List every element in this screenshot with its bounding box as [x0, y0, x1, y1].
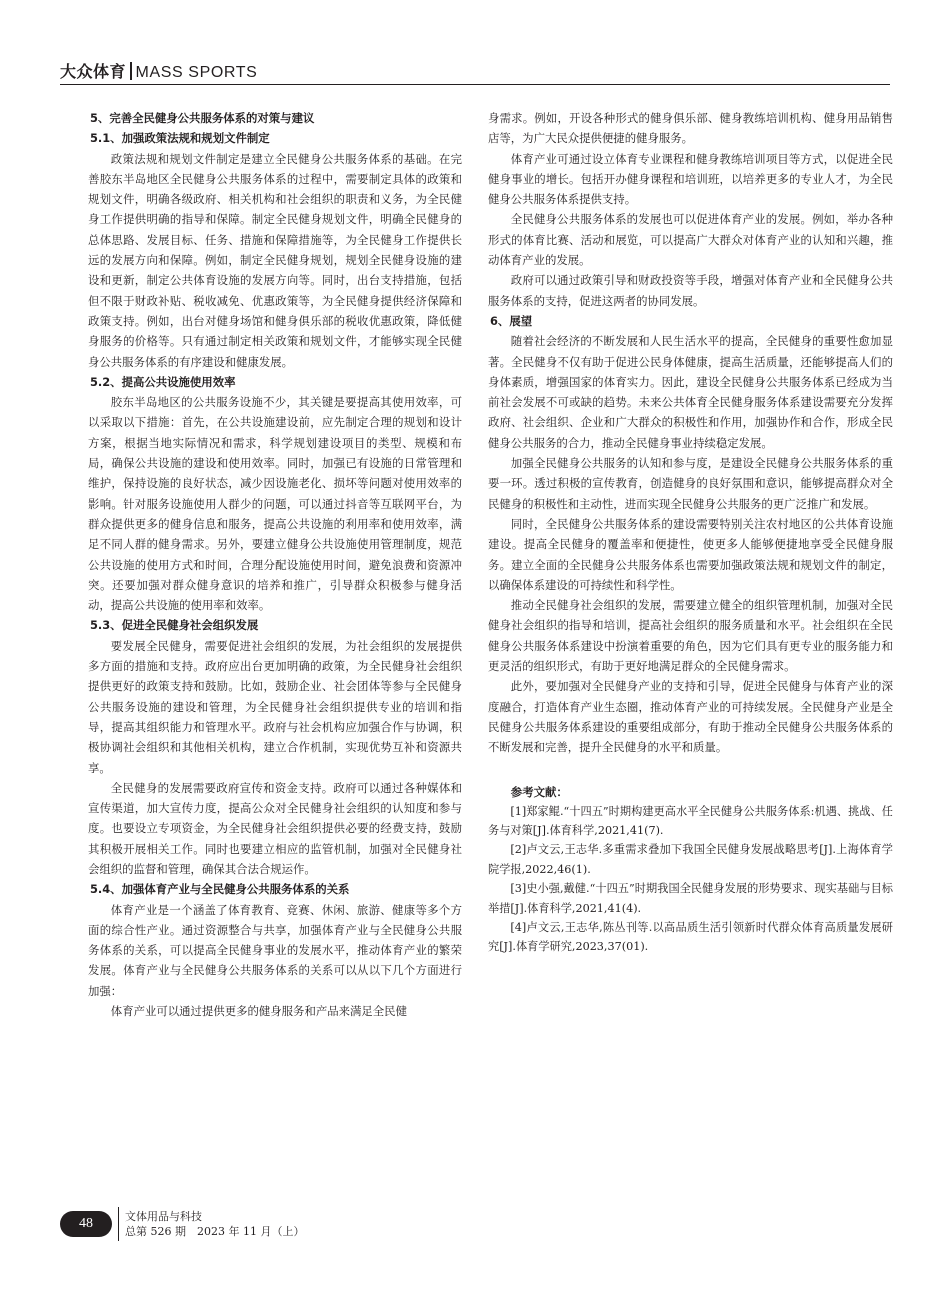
right-column-body: [488, 108, 893, 758]
header-rule: [60, 84, 890, 85]
section-heading: 5.1、加强政策法规和规划文件制定: [90, 131, 270, 146]
footer-info: [125, 1209, 304, 1239]
paragraph: 胶东半岛地区的公共服务设施不少，其关键是要提高其使用效率，可以采取以下措施：首先，在公共设施建设前，应先制定合理的规划和设计方案，根据当地实际情况和需求，科学规划建设项目的类型、规模和布局，确保公共设施的建设和使用效率。同时，加强已有设施的日常管理和维护，保持设施的良好状态，减少因设施老化、损坏等问题对使用效率的影响。针对服务设施使用人群少的问题，可以通过抖音等互联网平台，为群众提供更多的健身信息和服务，提高公共设施的利用率和使用效率，满足不同人群的健身需求。另外，要建立健身公共设施使用管理制度，规范公共设施的使用方式和时间，合理分配设施使用时间，避免浪费和资源冲突。还要加强对群众健身意识的培养和推广，引导群众积极参与健身活动，提高公共设施的使用率和效率。: [88, 395, 462, 613]
reference-item: [3]史小强,戴健.“十四五”时期我国全民健身发展的形势要求、现实基础与目标举措[J].体育科学,2021,41(4).: [488, 882, 893, 915]
paragraph: 随着社会经济的不断发展和人民生活水平的提高，全民健身的重要性愈加显著。全民健身不仅有助于促进公民身体健康，提高生活质量，还能够提高人们的身体素质，增强国家的体育实力。因此，建设全民健身公共服务体系已经成为当前社会发展不可或缺的趋势。未来公共体育全民健身服务体系建设需要充分发挥政府、社会组织、企业和广大群众的积极性和作用，加强协作和合作，形成全民健身公共服务的合力，推动全民健身事业持续稳定发展。: [488, 334, 893, 450]
references-title: 参考文献：: [510, 784, 568, 799]
footer-separator: [118, 1207, 119, 1241]
header-title-cn: 大众体育: [60, 62, 127, 81]
references-list: [488, 802, 893, 957]
paragraph: 此外，要加强对全民健身产业的支持和引导，促进全民健身与体育产业的深度融合，打造体育产业生态圈，推动体育产业的可持续发展。全民健身产业是全民健身公共服务体系建设的重要组成部分，有助于推动全民健身公共服务体系的不断发展和完善，提升全民健身的水平和质量。: [488, 679, 893, 755]
header-title-en: MASS SPORTS: [135, 64, 258, 81]
paragraph: 全民健身公共服务体系的发展也可以促进体育产业的发展。例如，举办各种形式的体育比赛、活动和展览，可以提高广大群众对体育产业的认知和兴趣，推动体育产业的发展。: [488, 212, 893, 268]
section-heading: 5、完善全民健身公共服务体系的对策与建议: [90, 111, 315, 125]
issue-info: 总第 526 期 2023 年 11 月（上）: [125, 1225, 305, 1238]
reference-item: [4]卢文云,王志华,陈丛刊等.以高品质生活引领新时代群众体育高质量发展研究[J].体育学研究,2023,37(01).: [488, 920, 893, 954]
paragraph: 政府可以通过政策引导和财政投资等手段，增强对体育产业和全民健身公共服务体系的支持，促进这两者的协同发展。: [488, 273, 893, 308]
section-heading: 6、展望: [490, 313, 533, 328]
section-heading: 5.3、促进全民健身社会组织发展: [90, 618, 259, 633]
left-column: [88, 108, 462, 1021]
header-separator: [130, 62, 132, 80]
paragraph: 体育产业可以通过提供更多的健身服务和产品来满足全民健: [110, 1004, 407, 1019]
paragraph: 体育产业是一个涵盖了体育教育、竞赛、休闲、旅游、健康等多个方面的综合性产业。通过资源整合与共享，加强体育产业与全民健身公共服务体系的关系，可以提高全民健身事业的发展水平，推动体育产业的繁荣发展。体育产业与全民健身公共服务体系的关系可以从以下几个方面进行加强：: [88, 902, 462, 998]
section-heading: 5.2、提高公共设施使用效率: [90, 374, 236, 389]
paragraph: 全民健身的发展需要政府宣传和资金支持。政府可以通过各种媒体和宣传渠道，加大宣传力度，提高公众对全民健身社会组织的认知度和参与度。也要设立专项资金，为全民健身社会组织提供必要的经费支持，鼓励其积极开展相关工作。同时也要建立相应的监管机制，加强对全民健身社会组织的监督和管理，确保其合法合规运作。: [88, 780, 462, 876]
paragraph: 加强全民健身公共服务的认知和参与度，是建设全民健身公共服务体系的重要一环。透过积极的宣传教育，创造健身的良好氛围和意识，能够提高群众对全民健身的积极性和主动性，进而实现全民健身公共服务的更广泛推广和发展。: [488, 456, 893, 511]
reference-item: [2]卢文云,王志华.多重需求叠加下我国全民健身发展战略思考[J].上海体育学院学报,2022,46(1).: [488, 843, 893, 876]
paragraph: 要发展全民健身，需要促进社会组织的发展，为社会组织的发展提供多方面的措施和支持。政府应出台更加明确的政策，为全民健身社会组织提供更好的政策支持和鼓励。比如，鼓励企业、社会团体等参与全民健身公共服务设施的建设和管理，为全民健身社会组织提供专业的培训和指导，提高其组织能力和管理水平。政府与社会机构应加强合作与协调，积极协调社会组织和其他相关机构，建立合作机制，实现优势互补和资源共享。: [88, 638, 462, 775]
page-footer: [60, 1207, 304, 1241]
paragraph: 同时，全民健身公共服务体系的建设需要特别关注农村地区的公共体育设施建设。提高全民健身的覆盖率和便捷性，使更多人能够便捷地享受全民健身服务。建立全面的全民健身公共服务体系也需要加强政策法规和规划文件的制定，以确保体系建设的可持续性和科学性。: [488, 516, 893, 592]
section-heading: 5.4、加强体育产业与全民健身公共服务体系的关系: [90, 882, 350, 897]
page-number: 48: [60, 1211, 112, 1237]
paragraph: 身需求。例如，开设各种形式的健身俱乐部、健身教练培训机构、健身用品销售店等，为广大民众提供便捷的健身服务。: [488, 111, 893, 146]
journal-name: 文体用品与科技: [125, 1210, 202, 1223]
paragraph: 推动全民健身社会组织的发展，需要建立健全的组织管理机制，加强对全民健身社会组织的指导和培训，提高社会组织的服务质量和水平。社会组织在全民健身公共服务体系建设中扮演着重要的角色，因为它们具有更专业的服务能力和更灵活的组织形式，有助于更好地满足群众的全民健身需求。: [488, 598, 893, 674]
running-header: [60, 56, 257, 82]
paragraph: 政策法规和规划文件制定是建立全民健身公共服务体系的基础。在完善胶东半岛地区全民健身公共服务体系的过程中，需要制定具体的政策和规划文件，明确各级政府、相关机构和社会组织的职责和义务，为全民健身工作提供明确的指导和保障。制定全民健身规划文件，明确全民健身的总体思路、发展目标、任务、措施和保障措施等，为全民健身工作提供长远的发展方向和保障。例如，制定全民健身规划，规划全民健身设施的建设和更新，制定公共体育设施的发展方向等。同时，出台支持措施，包括但不限于财政补贴、税收减免、优惠政策等，为全民健身提供经济保障和政策支持。例如，出台对健身场馆和健身俱乐部的税收优惠政策，降低健身服务的价格等。只有通过制定相关政策和规划文件，才能够实现全民健身公共服务体系的有序建设和健康发展。: [88, 151, 462, 369]
right-column: [488, 108, 893, 957]
reference-item: [1]郑家鲲.“十四五”时期构建更高水平全民健身公共服务体系:机遇、挑战、任务与对策[J].体育科学,2021,41(7).: [488, 804, 893, 837]
paragraph: 体育产业可通过设立体育专业课程和健身教练培训项目等方式，以促进全民健身事业的增长。包括开办健身课程和培训班，以培养更多的专业人才，为全民健身公共服务体系提供支持。: [488, 151, 893, 207]
